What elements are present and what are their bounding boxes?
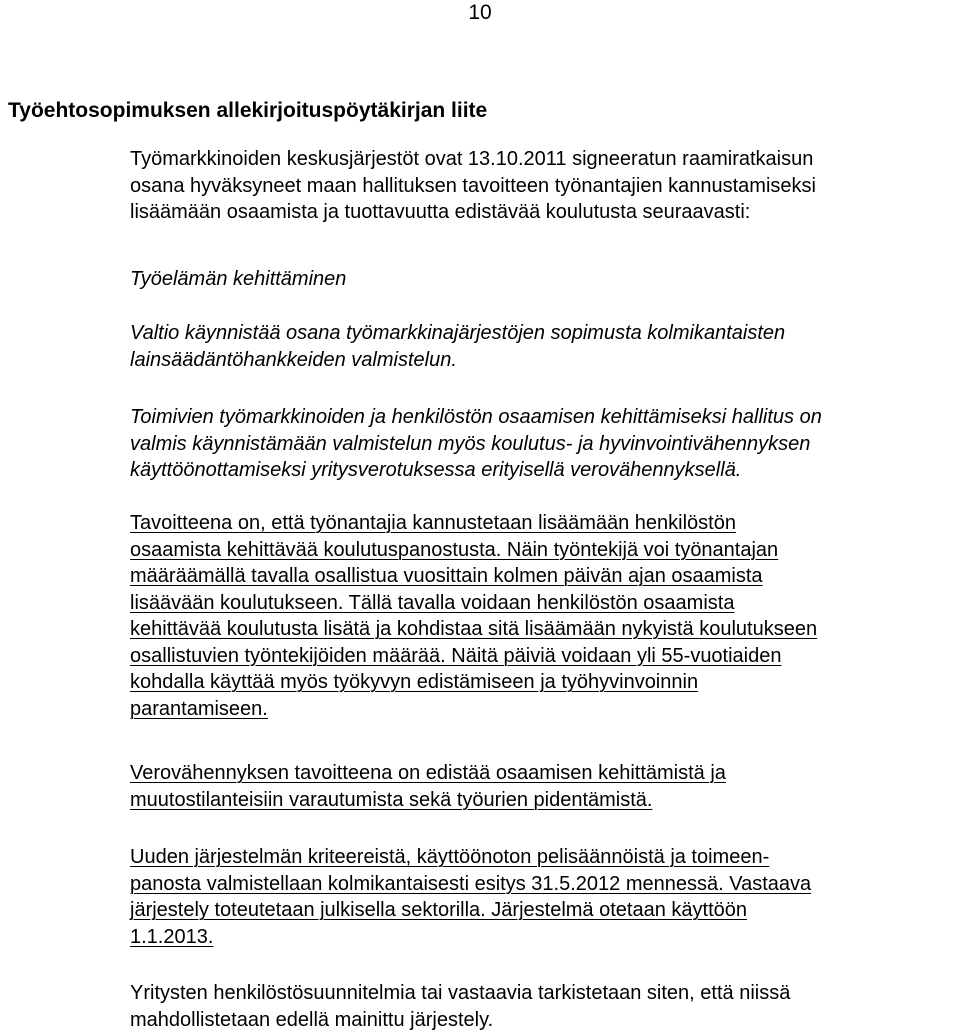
valtio-paragraph: Valtio käynnistää osana työmarkkinajärjestöjen sopimusta kolmikantaisten lainsäädäntöhankkeiden valmistelun. — [130, 322, 786, 371]
tavoitteena-paragraph: Tavoitteena on, että työnantajia kannustetaan lisäämään henkilöstön osaamista kehittävää koulutuspanostusta. Näin työntekijä voi työnantajan määräämällä tavalla osallistua vuosittain kolmen päivän ajan osaamista lisäävään koulutukseen. Tällä tavalla voidaan henkilöstön osaamista kehittävää koulutusta lisätä ja kohdistaa sitä lisäämään nykyistä koulutukseen osallistuvien työntekijöiden määrää. Näitä päiviä voidaan yli 55-vuotiaiden kohdalla käyttää myös työkyvyn edistämiseen ja työhyvinvoinnin parantamiseen. — [130, 512, 818, 720]
intro-paragraph: Työmarkkinoiden keskusjärjestöt ovat 13.10.2011 signeeratun raamiratkaisun osana hyväksyneet maan hallituksen tavoitteen työnantajien kannustamiseksi lisäämään osaamista ja tuottavuutta edistävää koulutusta seuraavasti: — [130, 148, 816, 223]
document-title: Työehtosopimuksen allekirjoituspöytäkirjan liite — [8, 99, 488, 122]
verovahennys-paragraph: Verovähennyksen tavoitteena on edistää osaamisen kehittämistä ja muutostilanteisiin varautumista sekä työurien pidentämistä. — [130, 762, 726, 811]
page-number: 10 — [468, 1, 492, 24]
yritysten-paragraph: Yritysten henkilöstösuunnitelmia tai vastaavia tarkistetaan siten, että niissä mahdollistetaan edellä mainittu järjestely. — [130, 982, 791, 1031]
toimivien-paragraph: Toimivien työmarkkinoiden ja henkilöstön osaamisen kehittämiseksi hallitus on valmis käynnistämään valmistelun myös koulutus- ja hyvinvointivähennyksen käyttöönottamiseksi yritysverotuksessa erityisellä verovähennyksellä. — [130, 406, 822, 481]
uuden-jarjestelman-paragraph: Uuden järjestelmän kriteereistä, käyttöönoton pelisäännöistä ja toimeen- panosta valmistellaan kolmikantaisesti esitys 31.5.2012 mennessä. Vastaava järjestely toteutetaan julkisella sektorilla. Järjestelmä otetaan käyttöön 1.1.2013. — [130, 846, 812, 948]
section-heading: Työelämän kehittäminen — [130, 268, 347, 290]
